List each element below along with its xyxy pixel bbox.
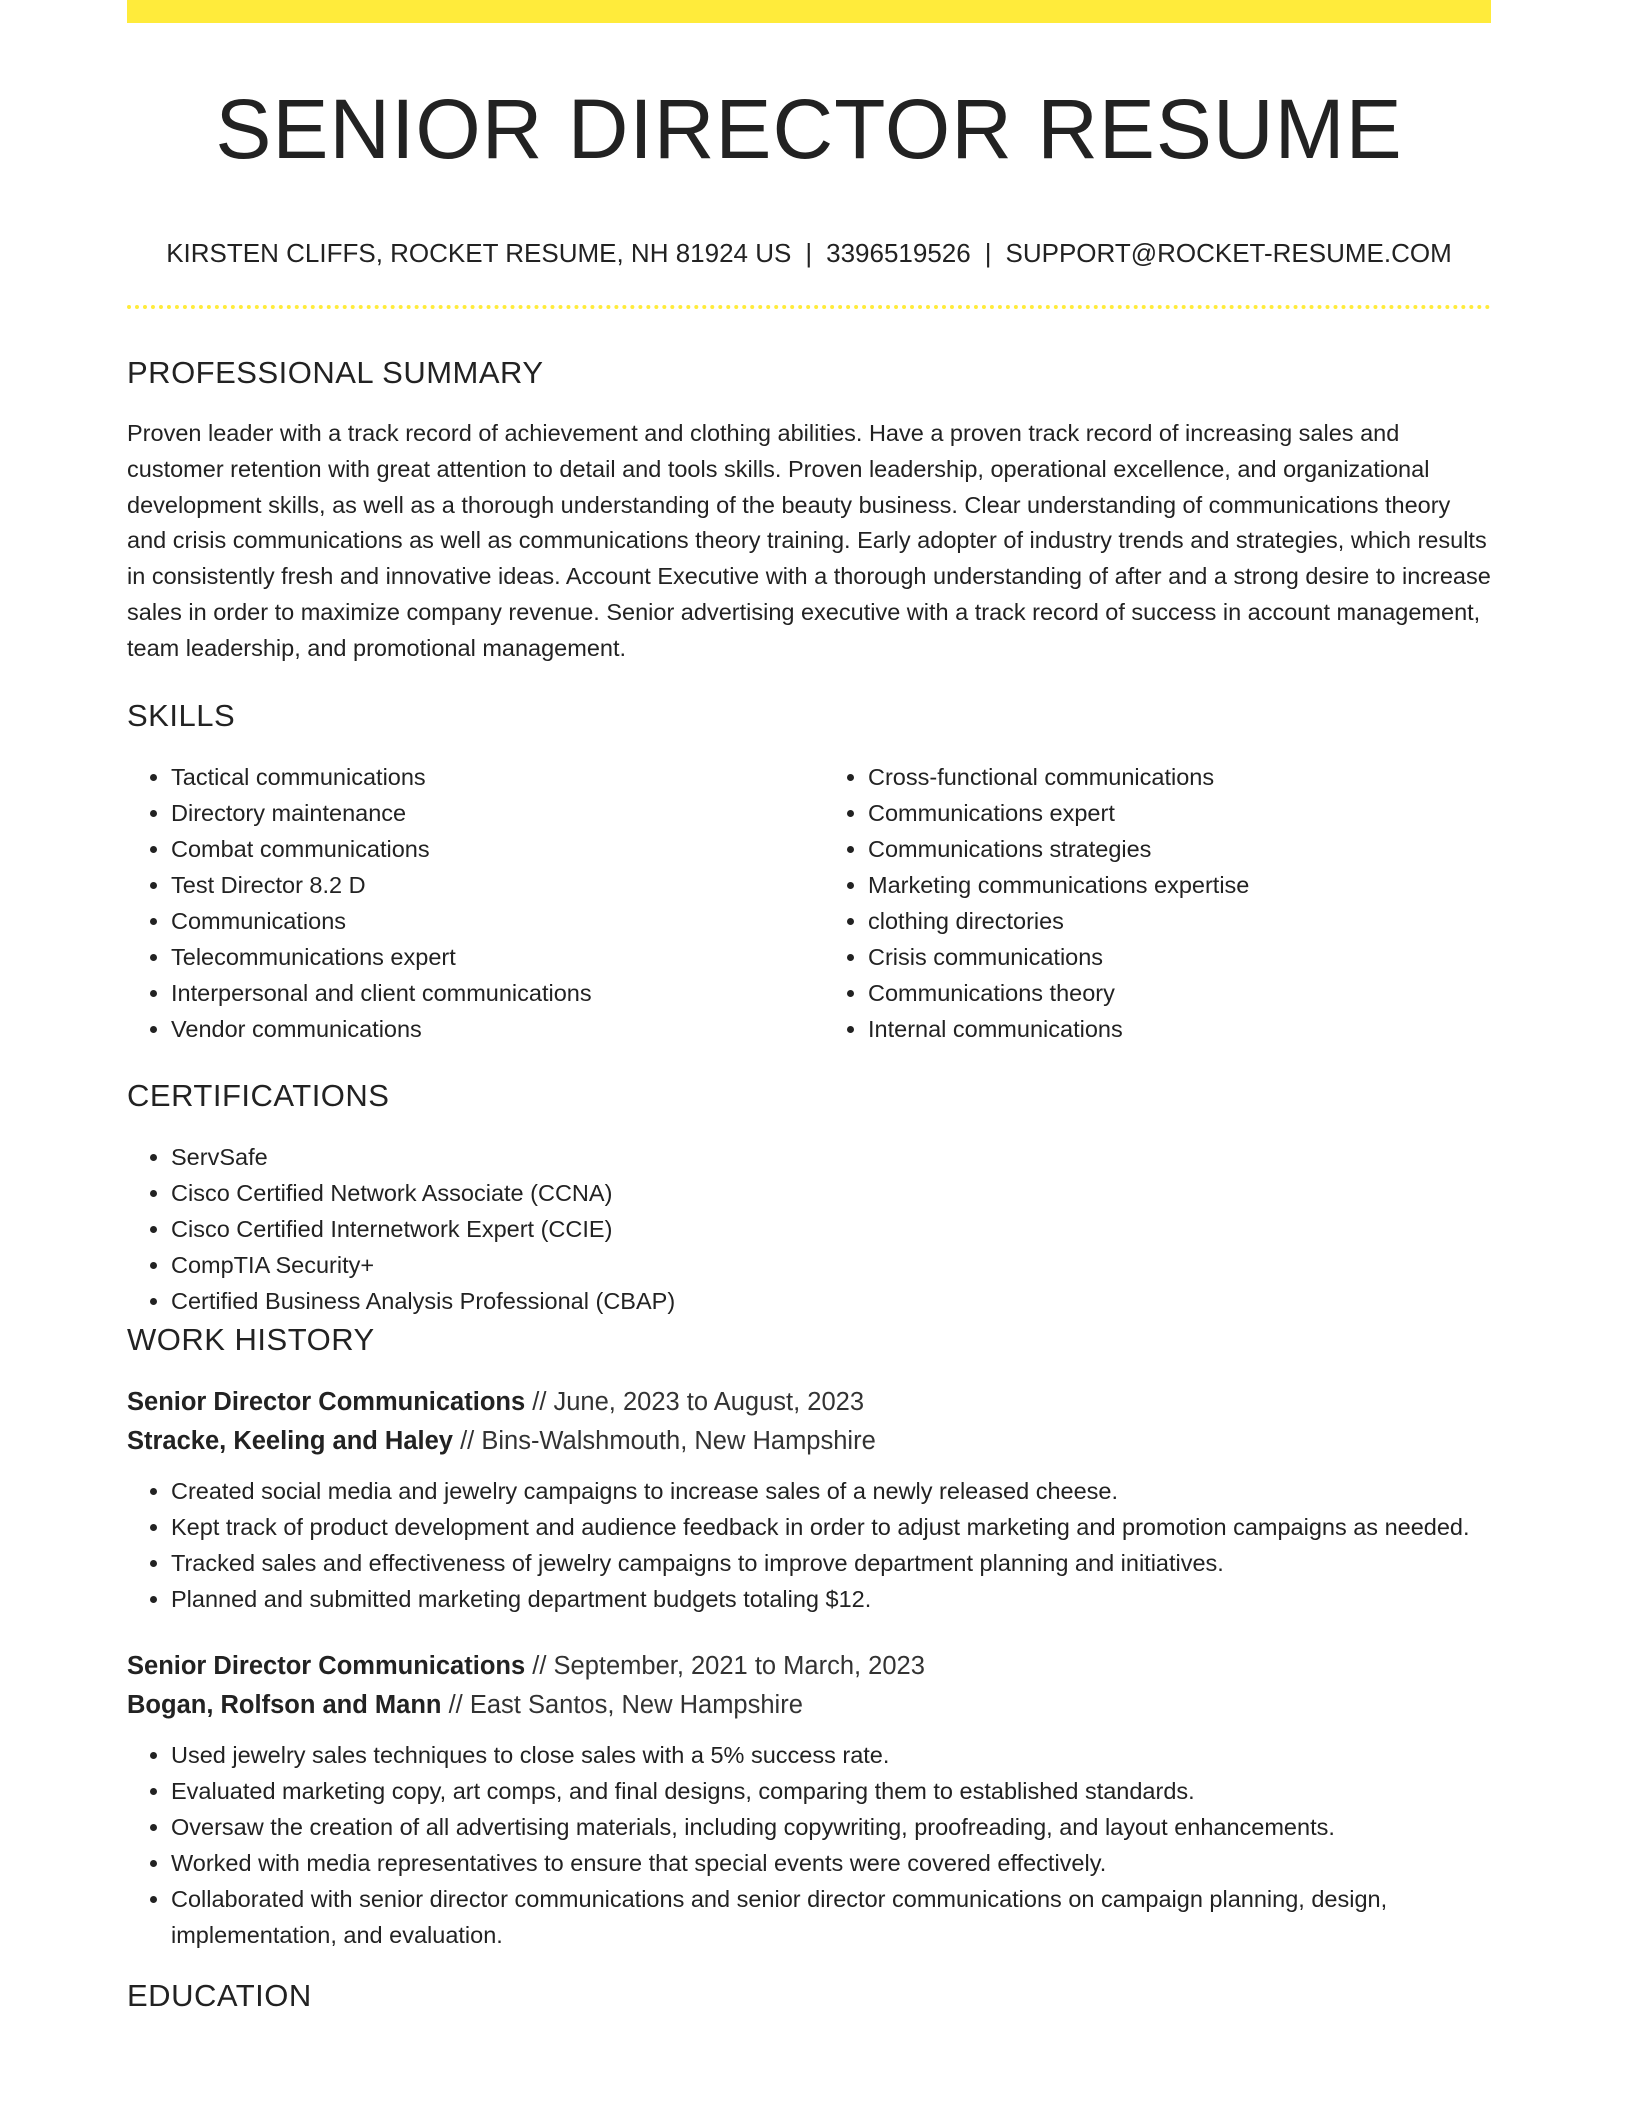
summary-heading: PROFESSIONAL SUMMARY bbox=[127, 355, 544, 390]
skill-item: • Directory maintenance bbox=[171, 795, 794, 831]
skill-item: • Cross-functional communications bbox=[868, 759, 1491, 795]
work-history-section bbox=[127, 1319, 1491, 1953]
job-title-line bbox=[127, 1383, 1491, 1422]
skill-item: • Internal communications bbox=[868, 1011, 1491, 1047]
summary-section bbox=[127, 352, 1491, 667]
job-dates: // September, 2021 to March, 2023 bbox=[532, 1651, 925, 1680]
work-history-heading: WORK HISTORY bbox=[127, 1321, 375, 1357]
job-company-line bbox=[127, 1686, 1491, 1725]
contact-separator: | bbox=[805, 238, 813, 268]
skill-item: • Telecommunications expert bbox=[171, 939, 794, 975]
job-company: Bogan, Rolfson and Mann bbox=[127, 1690, 442, 1719]
certification-item: • Cisco Certified Network Associate (CCNA) bbox=[171, 1175, 1491, 1211]
certifications-section bbox=[127, 1075, 1491, 1319]
summary-text: Proven leader with a track record of achievement and clothing abilities. Have a proven track record of increasing sales and customer retention with great attention to detail and tools skills. Proven leadership, operational excellence, and organizational development skills, as well as a thorough understanding of the beauty business. Clear understanding of communications theory and crisis communications as well as communications theory training. Early adopter of industry trends and strategies, which results in consistently fresh and innovative ideas. Account Executive with a thorough understanding of after and a strong desire to increase sales in order to maximize company revenue. Senior advertising executive with a track record of success in account management, team leadership, and promotional management. bbox=[127, 420, 1491, 661]
job-entry bbox=[127, 1647, 1491, 1953]
job-location: // East Santos, New Hampshire bbox=[448, 1690, 803, 1719]
certifications-heading: CERTIFICATIONS bbox=[127, 1077, 390, 1113]
skill-item: • Tactical communications bbox=[171, 759, 794, 795]
job-company-line bbox=[127, 1422, 1491, 1461]
job-bullet: • Collaborated with senior director communications and senior director communications on campaign planning, design, implementation, and evaluation. bbox=[171, 1881, 1491, 1953]
certification-item: • Cisco Certified Internetwork Expert (CCIE) bbox=[171, 1211, 1491, 1247]
education-heading: EDUCATION bbox=[127, 1977, 312, 2013]
skills-heading: SKILLS bbox=[127, 697, 236, 733]
skills-section bbox=[127, 695, 1491, 1047]
contact-line bbox=[127, 235, 1491, 271]
page-title: SENIOR DIRECTOR RESUME bbox=[215, 82, 1403, 176]
certification-item: • ServSafe bbox=[171, 1139, 1491, 1175]
job-bullets bbox=[127, 1737, 1491, 1953]
job-bullet: • Kept track of product development and audience feedback in order to adjust marketing and promotion campaigns as needed. bbox=[171, 1509, 1491, 1545]
certification-item: • Certified Business Analysis Professional (CBAP) bbox=[171, 1283, 1491, 1319]
skill-item: • Communications expert bbox=[868, 795, 1491, 831]
skill-item: • Communications bbox=[171, 903, 794, 939]
job-bullet: • Planned and submitted marketing department budgets totaling $12. bbox=[171, 1581, 1491, 1617]
resume-content bbox=[127, 352, 1491, 2039]
education-section bbox=[127, 1975, 1491, 2017]
certifications-list bbox=[127, 1139, 1491, 1319]
job-title-line bbox=[127, 1647, 1491, 1686]
certification-item: • CompTIA Security+ bbox=[171, 1247, 1491, 1283]
job-bullet: • Evaluated marketing copy, art comps, and final designs, comparing them to established standards. bbox=[171, 1773, 1491, 1809]
skill-item: • Combat communications bbox=[171, 831, 794, 867]
contact-phone: 3396519526 bbox=[826, 238, 971, 268]
job-title: Senior Director Communications bbox=[127, 1387, 526, 1416]
skill-item: • Crisis communications bbox=[868, 939, 1491, 975]
job-bullet: • Created social media and jewelry campaigns to increase sales of a newly released cheese. bbox=[171, 1473, 1491, 1509]
job-title: Senior Director Communications bbox=[127, 1651, 526, 1680]
dotted-divider bbox=[127, 305, 1491, 309]
job-company: Stracke, Keeling and Haley bbox=[127, 1426, 453, 1455]
job-entry bbox=[127, 1383, 1491, 1617]
job-bullet: • Worked with media representatives to ensure that special events were covered effectively. bbox=[171, 1845, 1491, 1881]
job-dates: // June, 2023 to August, 2023 bbox=[532, 1387, 865, 1416]
skills-columns bbox=[127, 759, 1491, 1047]
job-bullet: • Used jewelry sales techniques to close sales with a 5% success rate. bbox=[171, 1737, 1491, 1773]
job-location: // Bins-Walshmouth, New Hampshire bbox=[460, 1426, 876, 1455]
skill-item: • Communications strategies bbox=[868, 831, 1491, 867]
contact-address: KIRSTEN CLIFFS, ROCKET RESUME, NH 81924 US bbox=[166, 238, 792, 268]
skills-list-right bbox=[824, 759, 1491, 1047]
skill-item: • Communications theory bbox=[868, 975, 1491, 1011]
job-bullet: • Tracked sales and effectiveness of jewelry campaigns to improve department planning and initiatives. bbox=[171, 1545, 1491, 1581]
accent-bar bbox=[127, 0, 1491, 23]
skills-list-left bbox=[127, 759, 794, 1047]
job-bullet: • Oversaw the creation of all advertising materials, including copywriting, proofreading, and layout enhancements. bbox=[171, 1809, 1491, 1845]
contact-email: SUPPORT@ROCKET-RESUME.COM bbox=[1005, 238, 1452, 268]
contact-separator: | bbox=[984, 238, 992, 268]
skill-item: • clothing directories bbox=[868, 903, 1491, 939]
job-bullets bbox=[127, 1473, 1491, 1617]
skill-item: • Marketing communications expertise bbox=[868, 867, 1491, 903]
skill-item: • Interpersonal and client communications bbox=[171, 975, 794, 1011]
skill-item: • Test Director 8.2 D bbox=[171, 867, 794, 903]
skill-item: • Vendor communications bbox=[171, 1011, 794, 1047]
